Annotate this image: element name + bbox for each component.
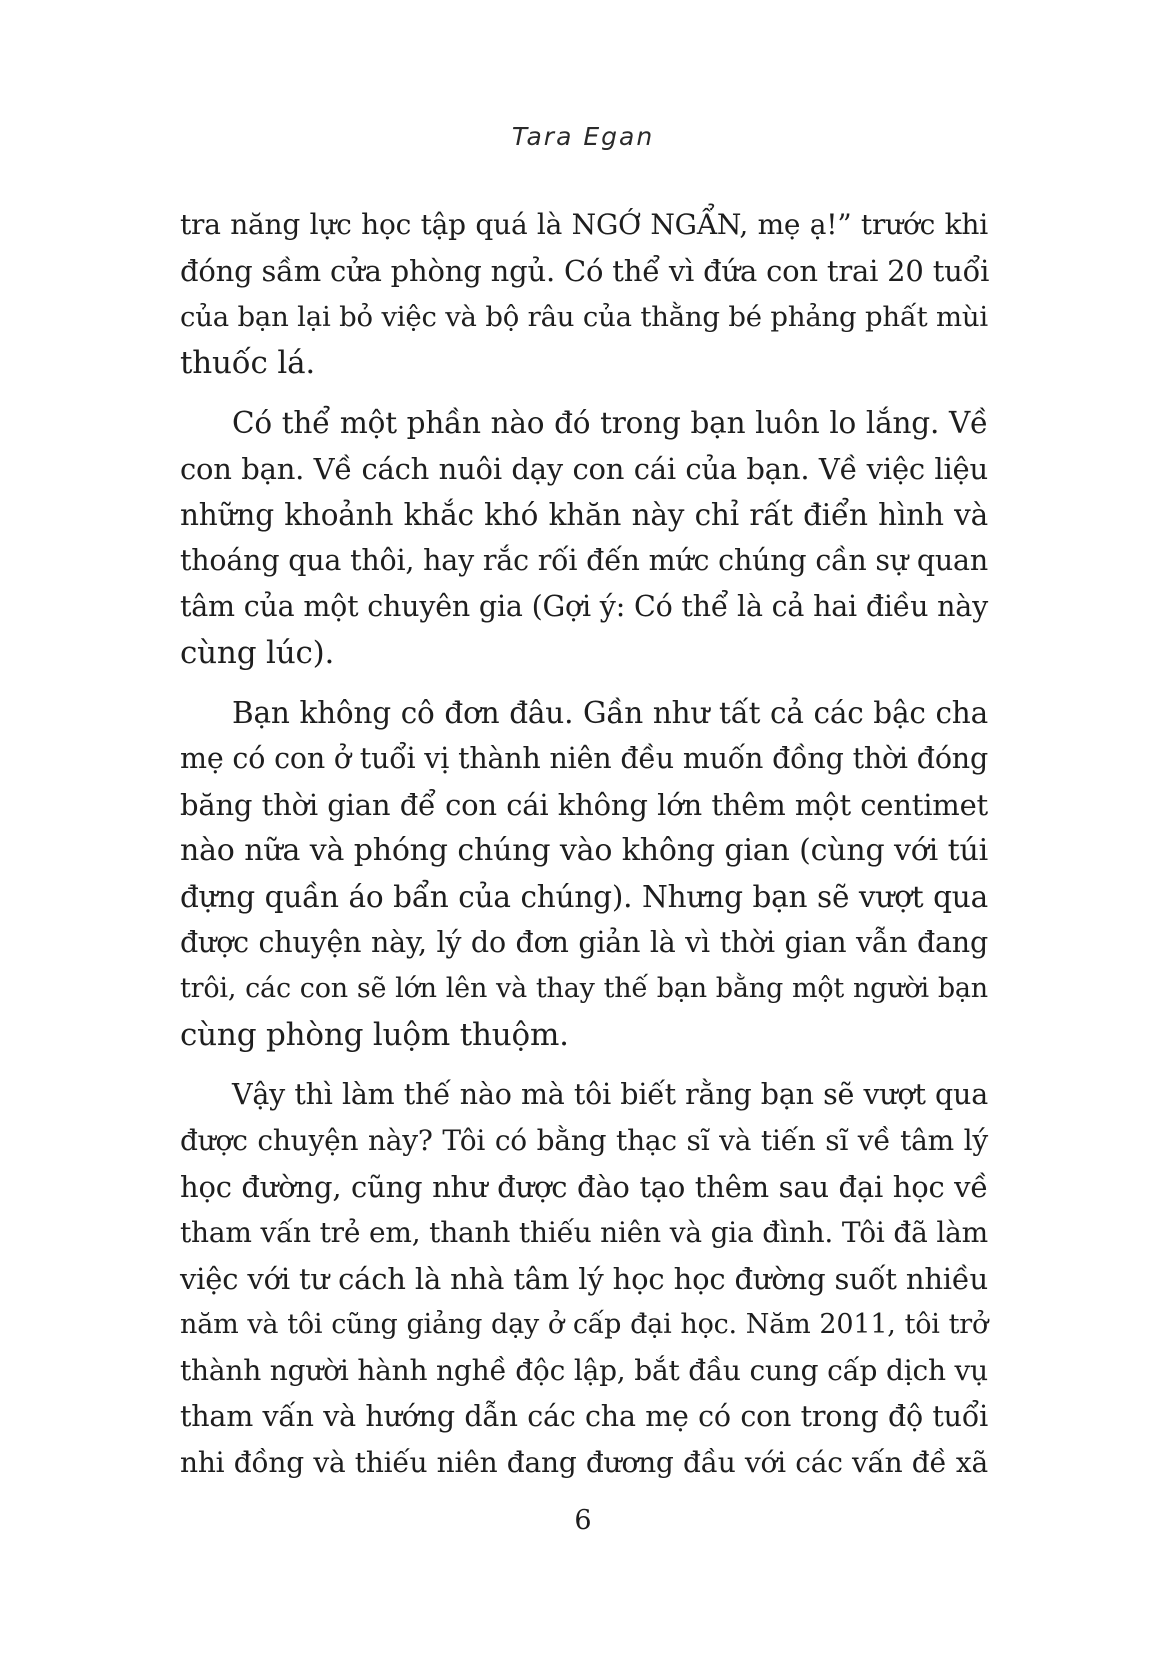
running-header-author: Tara Egan xyxy=(511,122,655,151)
paragraph-1-line-2: đóng sầm cửa phòng ngủ. Có thể vì đứa con trai 20 tuổi xyxy=(180,254,990,288)
paragraph-2-line-2: con bạn. Về cách nuôi dạy con cái của bạn. Về việc liệu xyxy=(180,452,988,486)
paragraph-4-line-8: tham vấn và hướng dẫn các cha mẹ có con trong độ tuổi xyxy=(180,1400,988,1433)
paragraph-4-line-1: Vậy thì làm thế nào mà tôi biết rằng bạn sẽ vượt qua xyxy=(232,1078,988,1111)
paragraph-gap xyxy=(180,386,988,400)
page-number: 6 xyxy=(574,1505,592,1536)
paragraph-1-line-3: của bạn lại bỏ việc và bộ râu của thằng bé phảng phất mùi xyxy=(180,301,988,333)
body-text xyxy=(180,202,988,1486)
paragraph-4-line-2: được chuyện này? Tôi có bằng thạc sĩ và tiến sĩ về tâm lý xyxy=(180,1124,988,1157)
paragraph-2-line-1: Có thể một phần nào đó trong bạn luôn lo lắng. Về xyxy=(232,406,988,440)
paragraph-3-line-3: băng thời gian để con cái không lớn thêm một centimet xyxy=(180,788,988,822)
paragraph-2-line-4: thoáng qua thôi, hay rắc rối đến mức chúng cần sự quan xyxy=(180,544,988,577)
paragraph-1-line-1: tra năng lực học tập quá là NGỚ NGẨN, mẹ ạ!” trước khi xyxy=(180,208,988,241)
paragraph-4-line-5: việc với tư cách là nhà tâm lý học học đường suốt nhiều xyxy=(180,1262,988,1296)
paragraph-3-line-5: đựng quần áo bẩn của chúng). Nhưng bạn sẽ vượt qua xyxy=(180,880,988,914)
paragraph-4-line-4: tham vấn trẻ em, thanh thiếu niên và gia đình. Tôi đã làm xyxy=(180,1216,988,1249)
paragraph-4-line-6: năm và tôi cũng giảng dạy ở cấp đại học. Năm 2011, tôi trở xyxy=(180,1309,988,1340)
paragraph-3-line-4: nào nữa và phóng chúng vào không gian (cùng với túi xyxy=(180,833,988,868)
paragraph-4-line-7: thành người hành nghề độc lập, bắt đầu cung cấp dịch vụ xyxy=(180,1354,988,1387)
paragraph-1-line-4: thuốc lá. xyxy=(180,345,316,381)
paragraph-3-line-6: được chuyện này, lý do đơn giản là vì thời gian vẫn đang xyxy=(180,926,988,959)
paragraph-2-line-3: những khoảnh khắc khó khăn này chỉ rất điển hình và xyxy=(180,498,988,532)
paragraph-3-line-7: trôi, các con sẽ lớn lên và thay thế bạn bằng một người bạn xyxy=(180,973,988,1004)
paragraph-4-line-9: nhi đồng và thiếu niên đang đương đầu với các vấn đề xã xyxy=(180,1446,988,1479)
paragraph-2-line-5: tâm của một chuyên gia (Gợi ý: Có thể là cả hai điều này xyxy=(180,590,988,623)
paragraph-4-line-3: học đường, cũng như được đào tạo thêm sau đại học về xyxy=(180,1170,988,1204)
paragraph-3-line-2: mẹ có con ở tuổi vị thành niên đều muốn đồng thời đóng xyxy=(180,742,988,775)
paragraph-2-line-6: cùng lúc). xyxy=(180,635,335,671)
paragraph-3-line-8: cùng phòng luộm thuộm. xyxy=(180,1017,569,1053)
paragraph-gap xyxy=(180,1058,988,1072)
paragraph-gap xyxy=(180,676,988,690)
paragraph-3-line-1: Bạn không cô đơn đâu. Gần như tất cả các bậc cha xyxy=(232,696,988,730)
